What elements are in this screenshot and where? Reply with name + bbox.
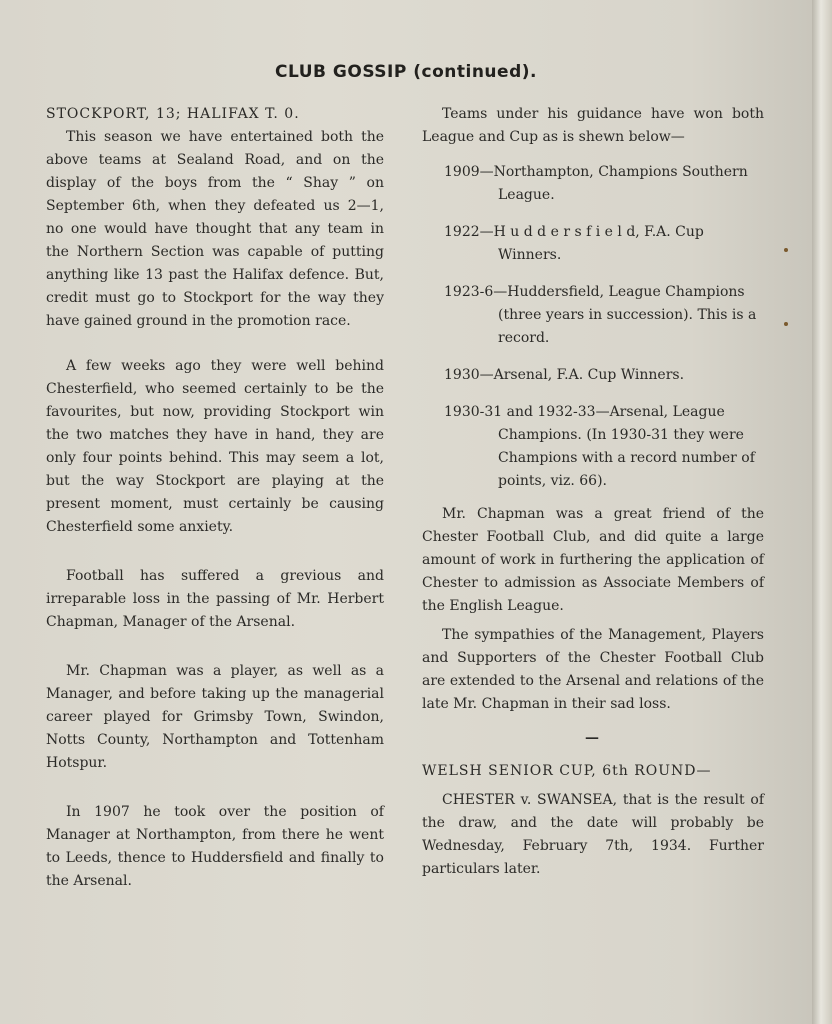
- left-column: [46, 103, 384, 893]
- article-paragraph: Football has suffered a grevious and irreparable loss in the passing of Mr. Herbert Chapman, Manager of the Arsenal.: [46, 568, 384, 630]
- honours-item: 1922—H u d d e r s f i e l d, F.A. Cup Winners.: [444, 224, 704, 263]
- honours-item: 1930-31 and 1932-33—Arsenal, League Champions. (In 1930-31 they were Champions with a record number of points, viz. 66).: [444, 404, 755, 489]
- paper-blemish: [784, 322, 788, 326]
- cup-heading: WELSH SENIOR CUP, 6th ROUND—: [422, 763, 712, 779]
- article-paragraph: This season we have entertained both the above teams at Sealand Road, and on the display of the boys from the “ Shay ” on September 6th, when they defeated us 2—1, no one would have thought that any team in the Northern Section was capable of putting anything like 13 past the Halifax defence. But, credit must go to Stockport for the way they have gained ground in the promotion race.: [46, 129, 384, 329]
- honours-item: 1923-6—Huddersfield, League Champions (three years in succession). This is a record.: [444, 284, 757, 346]
- page-spine: [812, 0, 832, 1024]
- honours-intro: Teams under his guidance have won both League and Cup as is shewn below—: [422, 106, 764, 145]
- article-paragraph: Mr. Chapman was a great friend of the Chester Football Club, and did quite a large amount of work in furthering the application of Chester to admission as Associate Members of the English League.: [422, 506, 764, 614]
- section-divider: —: [585, 730, 601, 746]
- right-column: [422, 103, 764, 881]
- article-paragraph: In 1907 he took over the position of Manager at Northampton, from there he went to Leeds, thence to Huddersfield and finally to the Arsenal.: [46, 804, 384, 889]
- paper-blemish: [784, 248, 788, 252]
- honours-list: [422, 161, 764, 493]
- page-title: CLUB GOSSIP (continued).: [275, 62, 537, 82]
- match-result-heading: STOCKPORT, 13; HALIFAX T. 0.: [46, 106, 300, 122]
- article-paragraph: The sympathies of the Management, Players and Supporters of the Chester Football Club are extended to the Arsenal and relations of the late Mr. Chapman in their sad loss.: [422, 627, 764, 712]
- article-paragraph: Mr. Chapman was a player, as well as a Manager, and before taking up the managerial career played for Grimsby Town, Swindon, Notts County, Northampton and Tottenham Hotspur.: [46, 663, 384, 771]
- article-paragraph: CHESTER v. SWANSEA, that is the result of the draw, and the date will probably be Wednesday, February 7th, 1934. Further particulars later.: [422, 792, 764, 877]
- article-paragraph: A few weeks ago they were well behind Chesterfield, who seemed certainly to be the favourites, but now, providing Stockport win the two matches they have in hand, they are only four points behind. This may seem a lot, but the way Stockport are playing at the present moment, must certainly be causing Chesterfield some anxiety.: [46, 358, 384, 535]
- honours-item: 1930—Arsenal, F.A. Cup Winners.: [444, 367, 685, 383]
- honours-item: 1909—Northampton, Champions Southern League.: [444, 164, 748, 203]
